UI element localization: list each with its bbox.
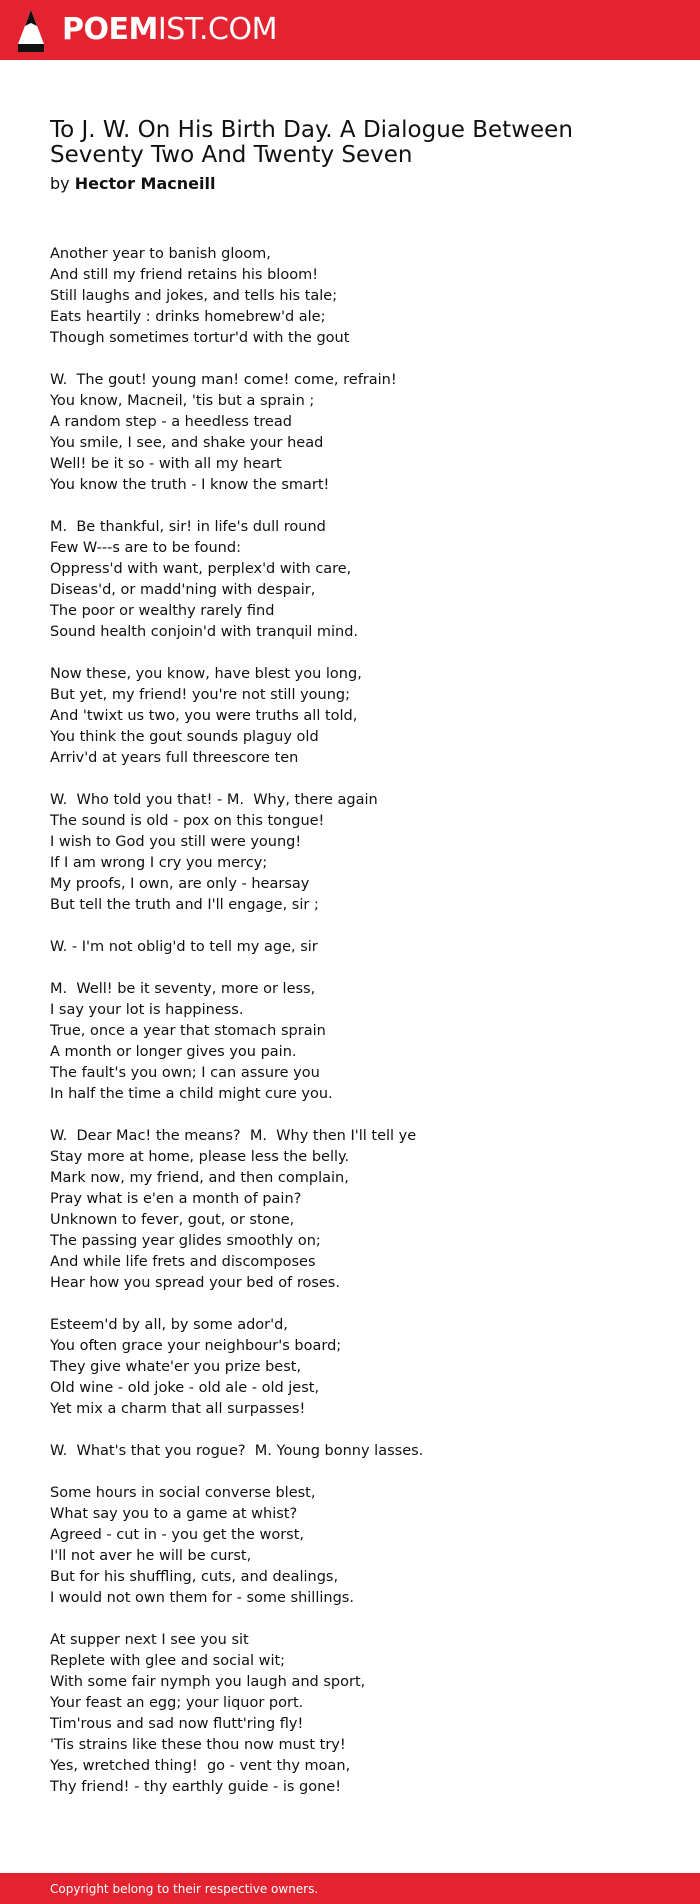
poem-line: Eats heartily : drinks homebrew'd ale; <box>50 309 326 325</box>
poem-line: W. Who told you that! - M. Why, there again <box>50 792 378 808</box>
poem-line: If I am wrong I cry you mercy; <box>50 855 268 871</box>
poem-line: I'll not aver he will be curst, <box>50 1548 252 1564</box>
poem-body <box>50 244 650 1819</box>
poem-line: They give whate'er you prize best, <box>50 1359 302 1375</box>
poem-line: W. - I'm not oblig'd to tell my age, sir <box>50 939 318 955</box>
byline-prefix: by <box>50 174 70 193</box>
poem-line: Oppress'd with want, perplex'd with care, <box>50 561 352 577</box>
poem-line: You know the truth - I know the smart! <box>50 477 330 493</box>
poem-line: M. Be thankful, sir! in life's dull round <box>50 519 326 535</box>
poem-title: To J. W. On His Birth Day. A Dialogue Between Seventy Two And Twenty Seven <box>50 117 573 168</box>
poem-line: Still laughs and jokes, and tells his tale; <box>50 288 338 304</box>
poem-byline <box>50 174 215 194</box>
poem-line: The sound is old - pox on this tongue! <box>50 813 325 829</box>
poem-line: In half the time a child might cure you. <box>50 1086 333 1102</box>
poem-line: You smile, I see, and shake your head <box>50 435 324 451</box>
poem-line: The fault's you own; I can assure you <box>50 1065 320 1081</box>
pen-nib-icon[interactable] <box>18 10 44 52</box>
poem-line: Esteem'd by all, by some ador'd, <box>50 1317 288 1333</box>
poem-line: Mark now, my friend, and then complain, <box>50 1170 349 1186</box>
poem-line: Agreed - cut in - you get the worst, <box>50 1527 305 1543</box>
stanza <box>50 1126 650 1294</box>
poem-line: The poor or wealthy rarely find <box>50 603 275 619</box>
poem-line: W. Dear Mac! the means? M. Why then I'll tell ye <box>50 1128 417 1144</box>
poem-line: Sound health conjoin'd with tranquil mind. <box>50 624 359 640</box>
stanza <box>50 370 650 496</box>
poem-line: But yet, my friend! you're not still young; <box>50 687 350 703</box>
logo-light-text: IST.COM <box>157 12 277 47</box>
poem-line: Another year to banish gloom, <box>50 246 271 262</box>
poem-line: And 'twixt us two, you were truths all told, <box>50 708 358 724</box>
poem-line: Unknown to fever, gout, or stone, <box>50 1212 295 1228</box>
poem-line: Tim'rous and sad now flutt'ring fly! <box>50 1716 304 1732</box>
poem-line: You know, Macneil, 'tis but a sprain ; <box>50 393 315 409</box>
site-footer <box>0 1873 700 1904</box>
poem-line: Some hours in social converse blest, <box>50 1485 316 1501</box>
copyright-text: Copyright belong to their respective owners. <box>50 1882 319 1896</box>
stanza <box>50 1441 650 1462</box>
poem-line: Yet mix a charm that all surpasses! <box>50 1401 306 1417</box>
poem-line: The passing year glides smoothly on; <box>50 1233 321 1249</box>
poem-line: At supper next I see you sit <box>50 1632 249 1648</box>
poem-line: And still my friend retains his bloom! <box>50 267 319 283</box>
poem-line: 'Tis strains like these thou now must try! <box>50 1737 346 1753</box>
stanza <box>50 1630 650 1798</box>
poem-line: Thy friend! - thy earthly guide - is gone! <box>50 1779 342 1795</box>
poem-line: W. What's that you rogue? M. Young bonny lasses. <box>50 1443 424 1459</box>
poem-line: Diseas'd, or madd'ning with despair, <box>50 582 316 598</box>
poem-line: Arriv'd at years full threescore ten <box>50 750 299 766</box>
poem-line: A random step - a heedless tread <box>50 414 292 430</box>
poem-line: My proofs, I own, are only - hearsay <box>50 876 310 892</box>
poem-line: Yes, wretched thing! go - vent thy moan, <box>50 1758 351 1774</box>
poem-line: But tell the truth and I'll engage, sir ; <box>50 897 319 913</box>
poem-line: Old wine - old joke - old ale - old jest, <box>50 1380 320 1396</box>
poem-line: I wish to God you still were young! <box>50 834 302 850</box>
poem-line: But for his shuffling, cuts, and dealings, <box>50 1569 339 1585</box>
poem-line: True, once a year that stomach sprain <box>50 1023 326 1039</box>
stanza <box>50 244 650 349</box>
poem-line: A month or longer gives you pain. <box>50 1044 297 1060</box>
poem-line: Though sometimes tortur'd with the gout <box>50 330 350 346</box>
poem-line: I say your lot is happiness. <box>50 1002 244 1018</box>
poem-line: With some fair nymph you laugh and sport, <box>50 1674 366 1690</box>
stanza <box>50 790 650 916</box>
poem-line: Your feast an egg; your liquor port. <box>50 1695 304 1711</box>
poem-line: And while life frets and discomposes <box>50 1254 316 1270</box>
stanza <box>50 1315 650 1420</box>
poem-line: I would not own them for - some shillings. <box>50 1590 354 1606</box>
stanza <box>50 517 650 643</box>
poem-line: You often grace your neighbour's board; <box>50 1338 342 1354</box>
site-header <box>0 0 700 60</box>
stanza <box>50 979 650 1105</box>
poem-line: M. Well! be it seventy, more or less, <box>50 981 316 997</box>
poem-line: You think the gout sounds plaguy old <box>50 729 319 745</box>
site-logo[interactable] <box>62 11 277 49</box>
poem-line: Replete with glee and social wit; <box>50 1653 286 1669</box>
poem-line: Hear how you spread your bed of roses. <box>50 1275 340 1291</box>
poem-line: What say you to a game at whist? <box>50 1506 298 1522</box>
stanza <box>50 664 650 769</box>
poem-line: W. The gout! young man! come! come, refrain! <box>50 372 397 388</box>
poem-line: Few W---s are to be found: <box>50 540 241 556</box>
logo-bold-text: POEM <box>62 12 158 47</box>
author-name: Hector Macneill <box>74 174 216 193</box>
poem-line: Pray what is e'en a month of pain? <box>50 1191 302 1207</box>
poem-line: Well! be it so - with all my heart <box>50 456 282 472</box>
poem-line: Stay more at home, please less the belly. <box>50 1149 350 1165</box>
poem-line: Now these, you know, have blest you long, <box>50 666 362 682</box>
stanza <box>50 1483 650 1609</box>
stanza <box>50 937 650 958</box>
